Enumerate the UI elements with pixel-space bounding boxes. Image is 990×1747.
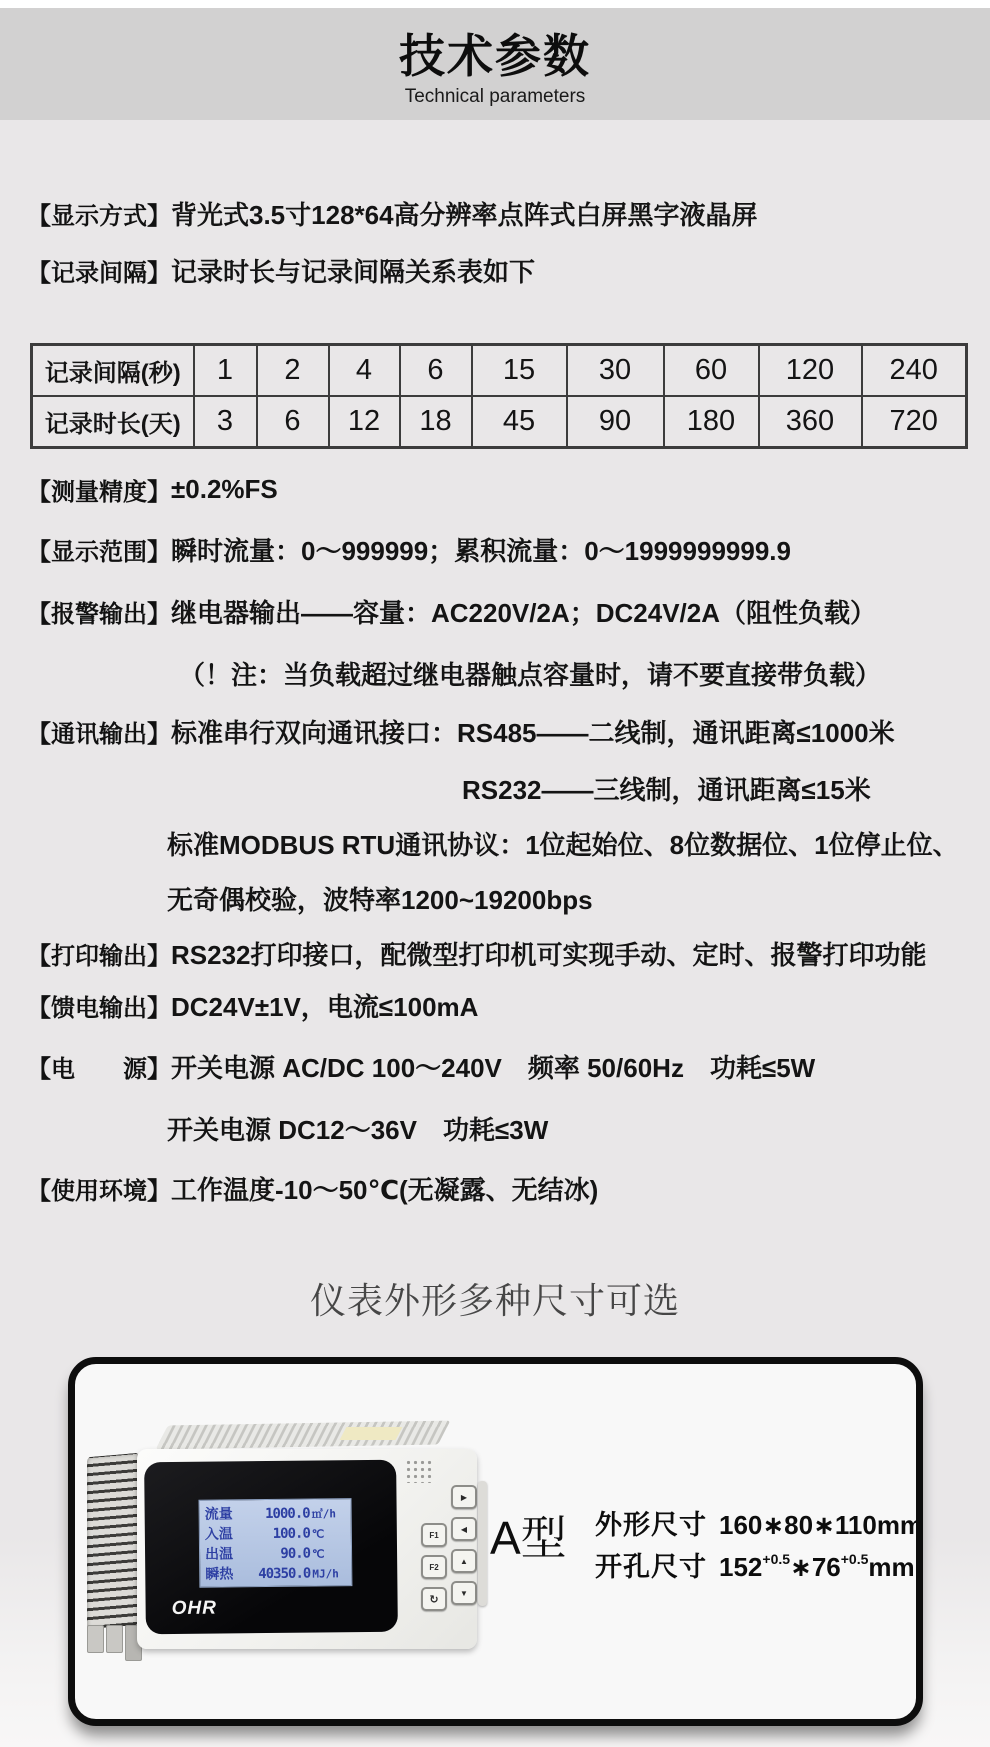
spec-row xyxy=(0,242,990,299)
lcd-screen xyxy=(199,1498,353,1588)
spec-line: 继电器输出——容量：AC220V/2A；DC24V/2A（阻性负载） xyxy=(171,598,877,628)
record-cell: 180 xyxy=(664,396,759,448)
record-cell: 720 xyxy=(862,396,967,448)
record-interval-table-wrap xyxy=(30,343,990,449)
spec-label: 【通讯输出】 xyxy=(27,721,171,748)
spec-line: 标准MODBUS RTU通讯协议：1位起始位、8位数据位、1位停止位、 xyxy=(167,830,959,860)
dimension-value-part: mm xyxy=(868,1552,915,1582)
spec-row xyxy=(0,977,990,1034)
spec-label: 【显示范围】 xyxy=(27,539,171,566)
record-cell: 45 xyxy=(472,396,567,448)
lcd-line-label: 瞬热 xyxy=(205,1565,234,1582)
spec-line: 开关电源 AC/DC 100～240V 频率 50/60Hz 功耗≤5W xyxy=(171,1053,816,1083)
spec-line: 开关电源 DC12～36V 功耗≤3W xyxy=(167,1115,549,1145)
lcd-line-unit: ℃ xyxy=(311,1527,325,1541)
brand-logo: OHR xyxy=(171,1597,217,1620)
spec-row xyxy=(0,815,990,872)
lcd-line-label: 入温 xyxy=(204,1525,233,1542)
spec-label: 【打印输出】 xyxy=(27,943,171,970)
record-cell: 18 xyxy=(400,396,472,448)
dimension-row xyxy=(595,1503,923,1539)
vent-grille xyxy=(87,1453,139,1630)
page-subtitle: Technical parameters xyxy=(404,86,586,107)
down-arrow-button: ▼ xyxy=(451,1581,477,1605)
f2-button: F2 xyxy=(421,1555,447,1579)
spec-row xyxy=(0,1160,990,1217)
spec-line: 背光式3.5寸128*64高分辨率点阵式白屏黑字液晶屏 xyxy=(171,200,758,230)
spec-line: RS232——三线制，通讯距离≤15米 xyxy=(462,775,871,805)
record-cell: 4 xyxy=(329,345,400,397)
dimension-tolerance-sup: +0.5 xyxy=(840,1551,869,1568)
spec-row xyxy=(0,583,990,640)
dimension-row xyxy=(595,1545,923,1581)
spec-row xyxy=(0,760,990,817)
spec-row xyxy=(0,645,990,702)
mounting-clip xyxy=(106,1625,123,1653)
record-cell: 6 xyxy=(257,396,329,448)
lcd-line xyxy=(205,1522,346,1543)
right-arrow-button: ▶ xyxy=(451,1485,477,1509)
spec-label: 【报警输出】 xyxy=(27,601,171,628)
dimension-value-part: 160∗80∗110mm xyxy=(719,1510,924,1540)
record-cell: 90 xyxy=(567,396,664,448)
dimension-list xyxy=(595,1503,923,1587)
record-cell: 3 xyxy=(194,396,257,448)
up-arrow-button: ▲ xyxy=(451,1549,477,1573)
device-photo xyxy=(85,1419,495,1674)
spec-line: DC24V±1V，电流≤100mA xyxy=(171,992,479,1022)
lcd-line-unit: ㎥/h xyxy=(311,1507,336,1521)
spec-row xyxy=(0,1038,990,1095)
device-top-sticker xyxy=(340,1427,403,1440)
dimension-label: 外形尺寸 xyxy=(595,1510,707,1540)
record-row-header: 记录间隔(秒) xyxy=(32,345,194,397)
f1-button: F1 xyxy=(421,1523,447,1547)
record-table-row xyxy=(32,396,967,448)
page-title: 技术参数 xyxy=(399,30,591,82)
lcd-line-unit: ℃ xyxy=(312,1547,325,1561)
lcd-line-value: 100.0 xyxy=(272,1525,310,1542)
record-cell: 1 xyxy=(194,345,257,397)
spec-label: 【测量精度】 xyxy=(27,479,171,506)
spec-row xyxy=(0,461,990,518)
record-cell: 12 xyxy=(329,396,400,448)
spec-line: 瞬时流量：0～999999；累积流量：0～1999999999.9 xyxy=(171,536,791,566)
record-cell: 60 xyxy=(664,345,759,397)
record-table-row xyxy=(32,345,967,397)
table-body xyxy=(32,345,967,448)
lcd-line-value: 40350.0 xyxy=(258,1565,311,1583)
spec-row xyxy=(0,703,990,760)
mounting-clip xyxy=(87,1625,104,1653)
device-front-panel xyxy=(137,1449,477,1649)
spec-line: 无奇偶校验，波特率1200~19200bps xyxy=(167,885,593,915)
spec-line: RS232打印接口，配微型打印机可实现手动、定时、报警打印功能 xyxy=(171,940,927,970)
spec-line: 记录时长与记录间隔关系表如下 xyxy=(171,257,536,287)
model-label: A型 xyxy=(490,1512,567,1564)
spec-row xyxy=(0,870,990,927)
outline-heading: 仪表外形多种尺寸可选 xyxy=(309,1280,680,1321)
spec-label: 【电 源】 xyxy=(27,1056,171,1083)
spec-list xyxy=(0,120,990,1217)
spec-line: ±0.2%FS xyxy=(171,474,278,504)
spec-row xyxy=(0,185,990,242)
record-cell: 15 xyxy=(472,345,567,397)
dimension-value-part: 152 xyxy=(719,1552,763,1582)
lcd-line xyxy=(205,1502,346,1523)
record-interval-table xyxy=(30,343,968,449)
spec-label: 【使用环境】 xyxy=(27,1178,171,1205)
dimension-value xyxy=(719,1510,923,1541)
lcd-line-label: 出温 xyxy=(204,1545,234,1562)
product-card xyxy=(68,1357,923,1726)
record-cell: 30 xyxy=(567,345,664,397)
lcd-line xyxy=(205,1542,346,1563)
spec-label: 【馈电输出】 xyxy=(27,995,171,1022)
left-arrow-button: ◀ xyxy=(451,1517,477,1541)
panel-flange xyxy=(478,1481,487,1606)
top-white-strip xyxy=(0,0,990,8)
dimension-value xyxy=(719,1552,915,1583)
record-cell: 240 xyxy=(862,345,967,397)
lcd-line-value: 1000.0 xyxy=(264,1505,310,1523)
spec-line: 工作温度-10～50℃(无凝露、无结冰) xyxy=(171,1175,599,1205)
record-row-header: 记录时长(天) xyxy=(32,396,194,448)
spec-row xyxy=(0,925,990,982)
record-cell: 360 xyxy=(759,396,862,448)
record-cell: 120 xyxy=(759,345,862,397)
spec-label: 【记录间隔】 xyxy=(27,260,171,287)
lcd-line xyxy=(205,1562,346,1583)
record-cell: 6 xyxy=(400,345,472,397)
dimension-label: 开孔尺寸 xyxy=(595,1552,707,1582)
dimension-tolerance-sup: +0.5 xyxy=(762,1551,791,1568)
display-bezel xyxy=(144,1460,398,1635)
lcd-line-value: 90.0 xyxy=(280,1545,311,1562)
speaker-holes-icon xyxy=(405,1459,433,1483)
device-top-ribs xyxy=(156,1421,451,1450)
dimension-value-part: ∗76 xyxy=(790,1552,841,1582)
spec-row xyxy=(0,521,990,578)
spec-label: 【显示方式】 xyxy=(27,203,171,230)
power-button: ↻ xyxy=(421,1587,447,1611)
spec-line: （！注：当负载超过继电器触点容量时，请不要直接带负载） xyxy=(179,660,882,690)
lcd-line-unit: MJ/h xyxy=(312,1567,339,1581)
header-banner xyxy=(0,8,990,120)
spec-row xyxy=(0,1100,990,1157)
spec-line: 标准串行双向通讯接口：RS485——二线制，通讯距离≤1000米 xyxy=(171,718,895,748)
lcd-line-label: 流量 xyxy=(204,1505,233,1522)
record-cell: 2 xyxy=(257,345,329,397)
